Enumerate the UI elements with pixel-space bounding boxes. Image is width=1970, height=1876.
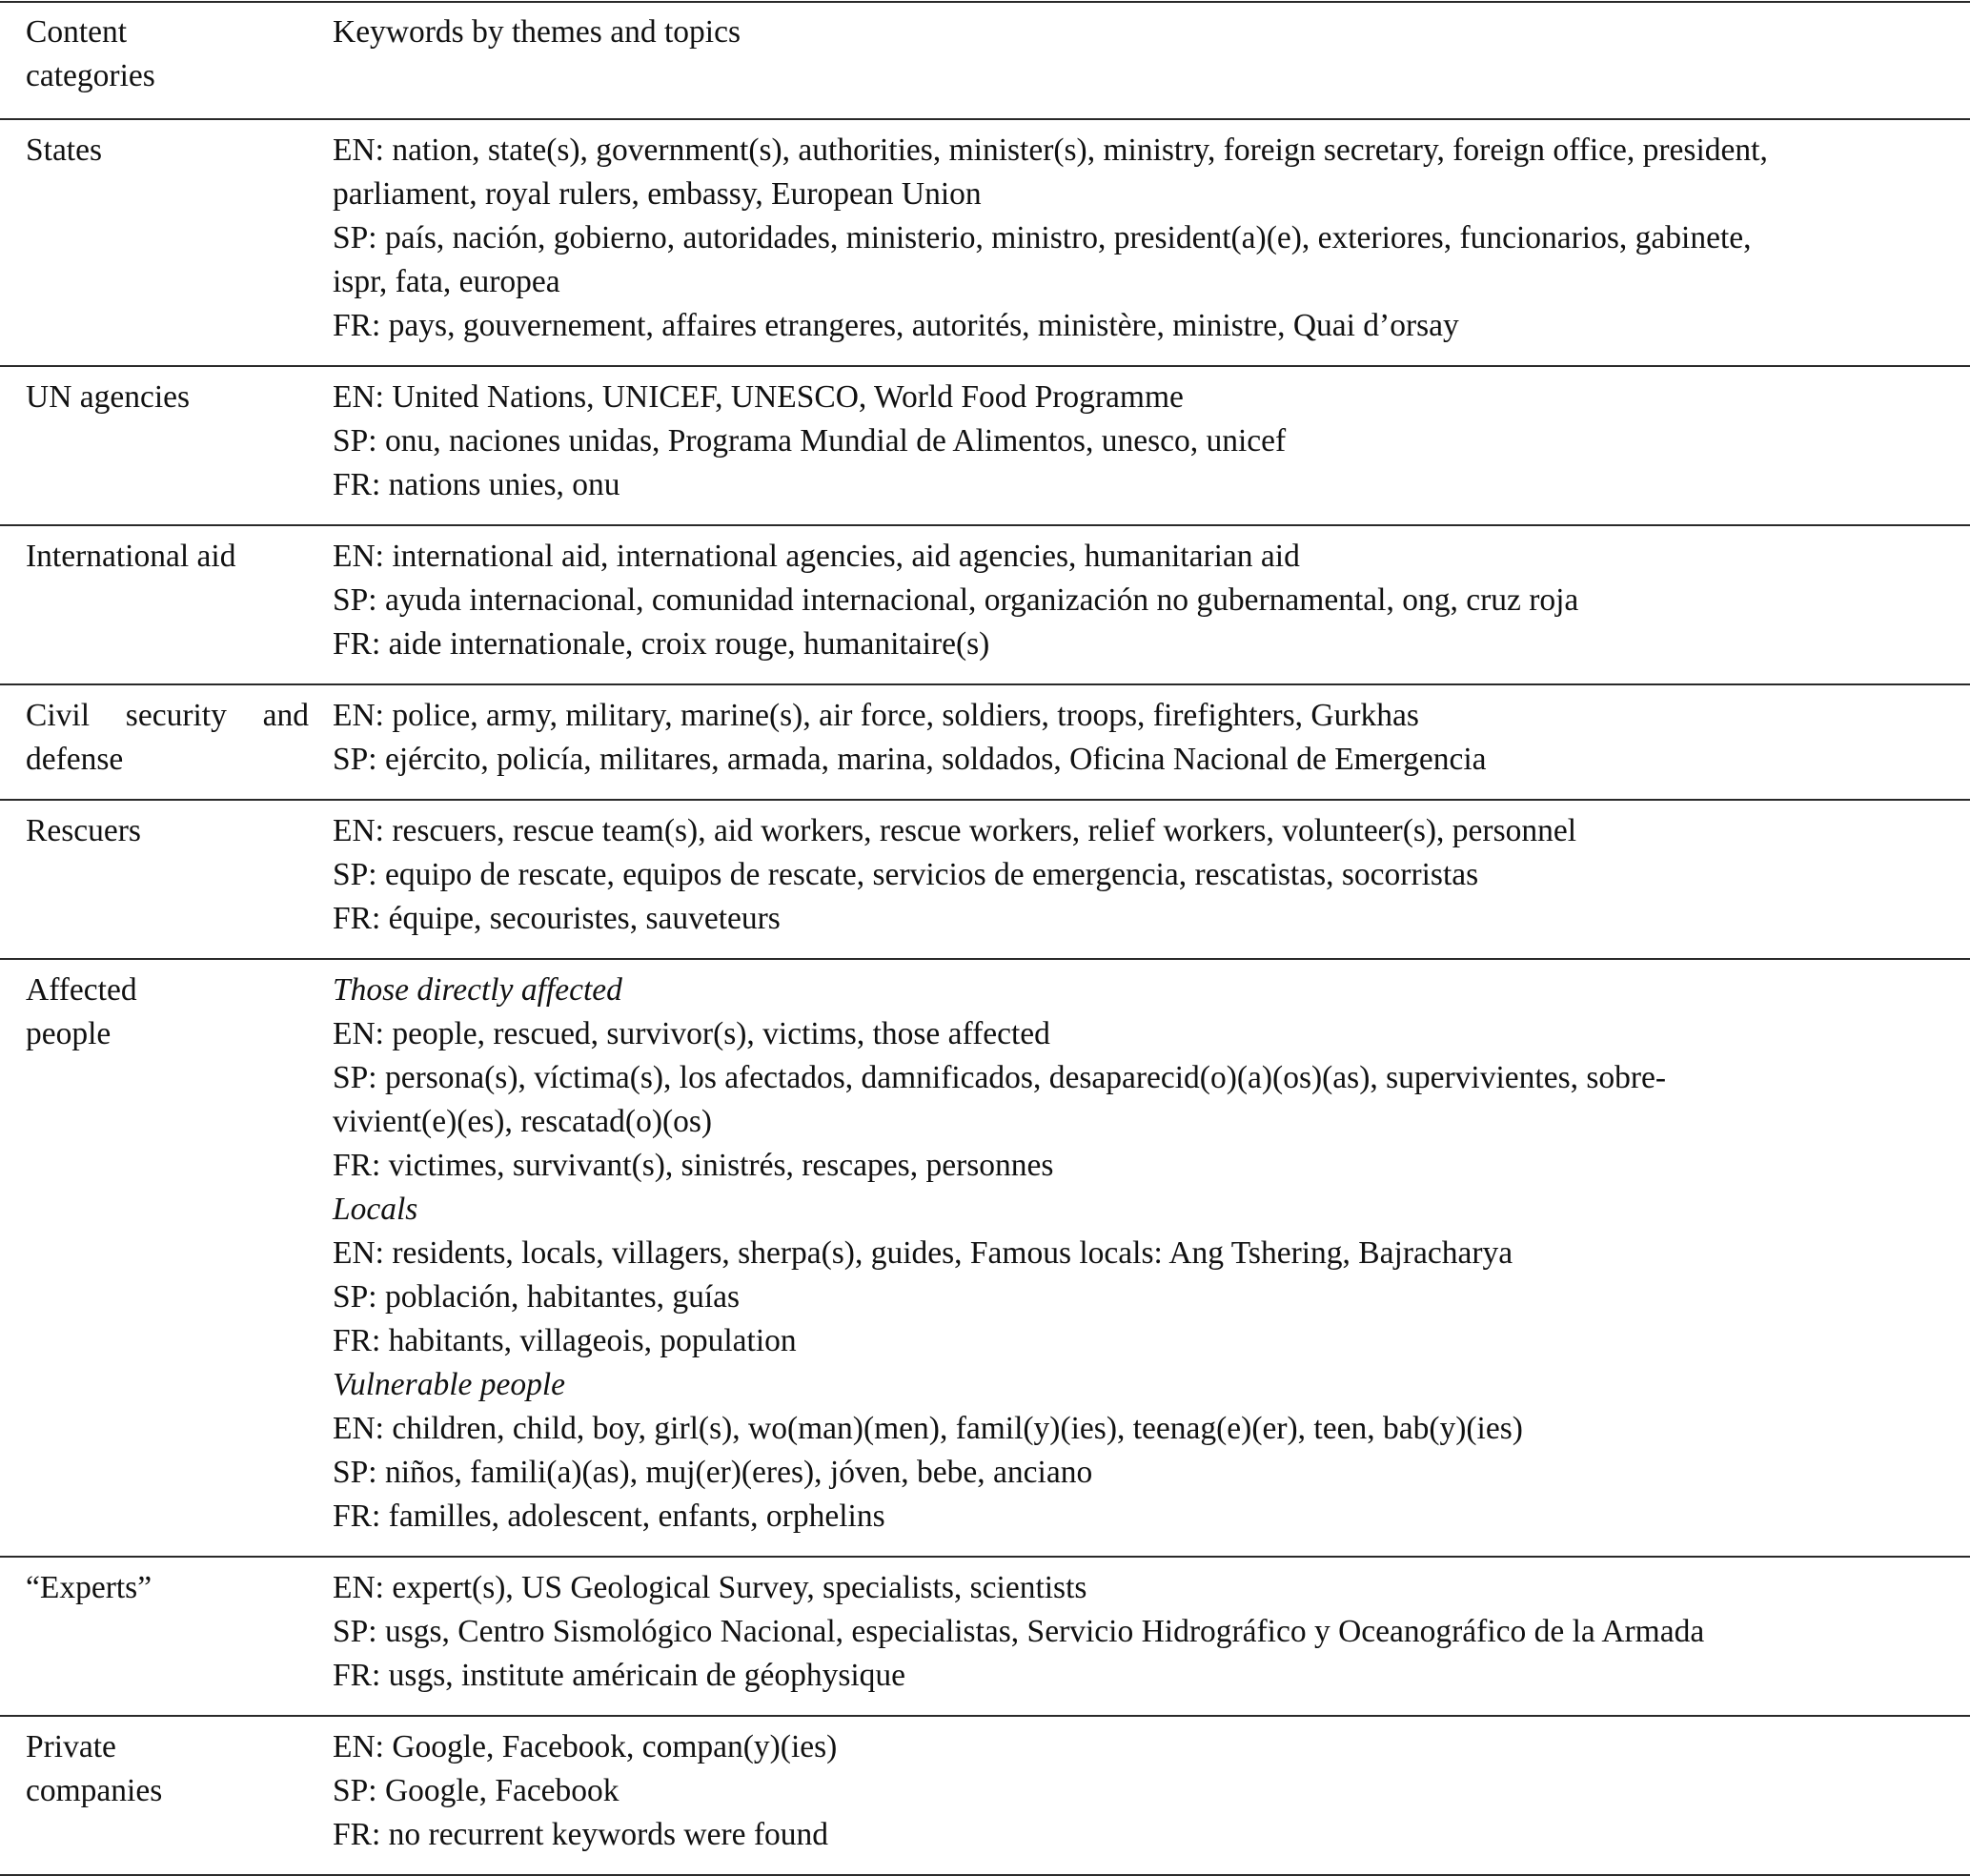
- keywords-cell: [333, 1566, 1970, 1698]
- keyword-line: SP: onu, naciones unidas, Programa Mundial de Alimentos, unesco, unicef: [333, 423, 1287, 459]
- keyword-line: SP: niños, famili(a)(as), muj(er)(eres), jóven, bebe, anciano: [333, 1455, 1093, 1490]
- keywords-cell: [333, 694, 1970, 782]
- header-keywords: [333, 10, 1970, 98]
- header-col1-line: Content: [26, 14, 128, 50]
- subgroup-heading: Vulnerable people: [333, 1367, 566, 1402]
- keyword-line: EN: rescuers, rescue team(s), aid workers, rescue workers, relief workers, volunteer(s), personnel: [333, 813, 1577, 848]
- category-label: States: [26, 133, 103, 168]
- keywords-cell: [333, 376, 1970, 507]
- keyword-line: FR: usgs, institute américain de géophysique: [333, 1658, 906, 1693]
- table-row: [0, 367, 1970, 524]
- subgroup-heading: Those directly affected: [333, 972, 622, 1008]
- keyword-line: EN: Google, Facebook, compan(y)(ies): [333, 1729, 838, 1764]
- category-cell: [0, 1725, 333, 1857]
- category-label: Private: [26, 1729, 116, 1764]
- keyword-line: parliament, royal rulers, embassy, European Union: [333, 176, 982, 212]
- keywords-cell: [333, 809, 1970, 941]
- keyword-line: ispr, fata, europea: [333, 264, 560, 299]
- keyword-line: SP: ayuda internacional, comunidad internacional, organización no gubernamental, ong, cruz roja: [333, 582, 1579, 618]
- table-row: [0, 1558, 1970, 1715]
- table-row: [0, 1717, 1970, 1874]
- table-body: [0, 118, 1970, 1876]
- keyword-line: SP: persona(s), víctima(s), los afectados, damnificados, desaparecid(o)(a)(os)(as), supervivientes, sobre-: [333, 1060, 1667, 1095]
- keyword-line: EN: residents, locals, villagers, sherpa(s), guides, Famous locals: Ang Tshering, Bajracharya: [333, 1235, 1513, 1271]
- category-cell: [0, 694, 333, 782]
- keyword-line: EN: nation, state(s), government(s), authorities, minister(s), ministry, foreign secretary, foreign office, president,: [333, 133, 1768, 168]
- category-label: “Experts”: [26, 1570, 152, 1605]
- category-label: companies: [26, 1773, 163, 1808]
- keyword-line: SP: Google, Facebook: [333, 1773, 619, 1808]
- keywords-table: [0, 1, 1970, 1876]
- category-cell: [0, 376, 333, 507]
- category-label: Rescuers: [26, 813, 141, 848]
- category-label: people: [26, 1016, 112, 1051]
- keyword-line: EN: expert(s), US Geological Survey, specialists, scientists: [333, 1570, 1087, 1605]
- category-cell: [0, 809, 333, 941]
- table-row: [0, 801, 1970, 958]
- category-cell: [0, 129, 333, 348]
- header-col1-line: categories: [26, 58, 155, 93]
- category-label: Affected: [26, 972, 137, 1008]
- keyword-line: FR: no recurrent keywords were found: [333, 1817, 829, 1852]
- category-cell: [0, 969, 333, 1539]
- keyword-line: SP: ejército, policía, militares, armada, marina, soldados, Oficina Nacional de Emergencia: [333, 742, 1487, 777]
- table-row: [0, 960, 1970, 1556]
- keyword-line: EN: children, child, boy, girl(s), wo(man)(men), famil(y)(ies), teenag(e)(er), teen, bab(y)(ies): [333, 1411, 1523, 1446]
- subgroup-heading: Locals: [333, 1192, 418, 1227]
- keyword-line: EN: people, rescued, survivor(s), victims, those affected: [333, 1016, 1050, 1051]
- keyword-line: FR: pays, gouvernement, affaires etrangeres, autorités, ministère, ministre, Quai d’orsay: [333, 308, 1459, 343]
- keyword-line: FR: victimes, survivant(s), sinistrés, rescapes, personnes: [333, 1148, 1054, 1183]
- category-label: UN agencies: [26, 379, 191, 415]
- table-row: [0, 685, 1970, 799]
- category-cell: [0, 1566, 333, 1698]
- table-row: [0, 120, 1970, 365]
- keyword-line: SP: equipo de rescate, equipos de rescate, servicios de emergencia, rescatistas, socorristas: [333, 857, 1479, 892]
- keyword-line: EN: United Nations, UNICEF, UNESCO, World Food Programme: [333, 379, 1184, 415]
- table-header-row: [0, 3, 1970, 118]
- keyword-line: EN: police, army, military, marine(s), air force, soldiers, troops, firefighters, Gurkhas: [333, 698, 1419, 733]
- keyword-line: FR: habitants, villageois, population: [333, 1323, 797, 1358]
- category-label: Civil security and: [26, 698, 309, 733]
- keyword-line: FR: familles, adolescent, enfants, orphelins: [333, 1499, 885, 1534]
- keyword-line: SP: país, nación, gobierno, autoridades, ministerio, ministro, president(a)(e), exteriores, funcionarios, gabinete,: [333, 220, 1752, 255]
- keyword-line: FR: équipe, secouristes, sauveteurs: [333, 901, 781, 936]
- table-row: [0, 526, 1970, 683]
- category-cell: [0, 535, 333, 666]
- keyword-line: FR: aide internationale, croix rouge, humanitaire(s): [333, 626, 990, 662]
- keywords-cell: [333, 969, 1970, 1539]
- keywords-cell: [333, 129, 1970, 348]
- keyword-line: FR: nations unies, onu: [333, 467, 620, 502]
- category-label: defense: [26, 742, 124, 777]
- category-label: International aid: [26, 539, 236, 574]
- keyword-line: vivient(e)(es), rescatad(o)(os): [333, 1104, 713, 1139]
- keywords-cell: [333, 1725, 1970, 1857]
- keyword-line: SP: usgs, Centro Sismológico Nacional, especialistas, Servicio Hidrográfico y Oceanográfico de la Armada: [333, 1614, 1705, 1649]
- keyword-line: SP: población, habitantes, guías: [333, 1279, 741, 1315]
- keywords-cell: [333, 535, 1970, 666]
- header-content-categories: [0, 10, 333, 98]
- header-col2-line: Keywords by themes and topics: [333, 14, 741, 50]
- keyword-line: EN: international aid, international agencies, aid agencies, humanitarian aid: [333, 539, 1300, 574]
